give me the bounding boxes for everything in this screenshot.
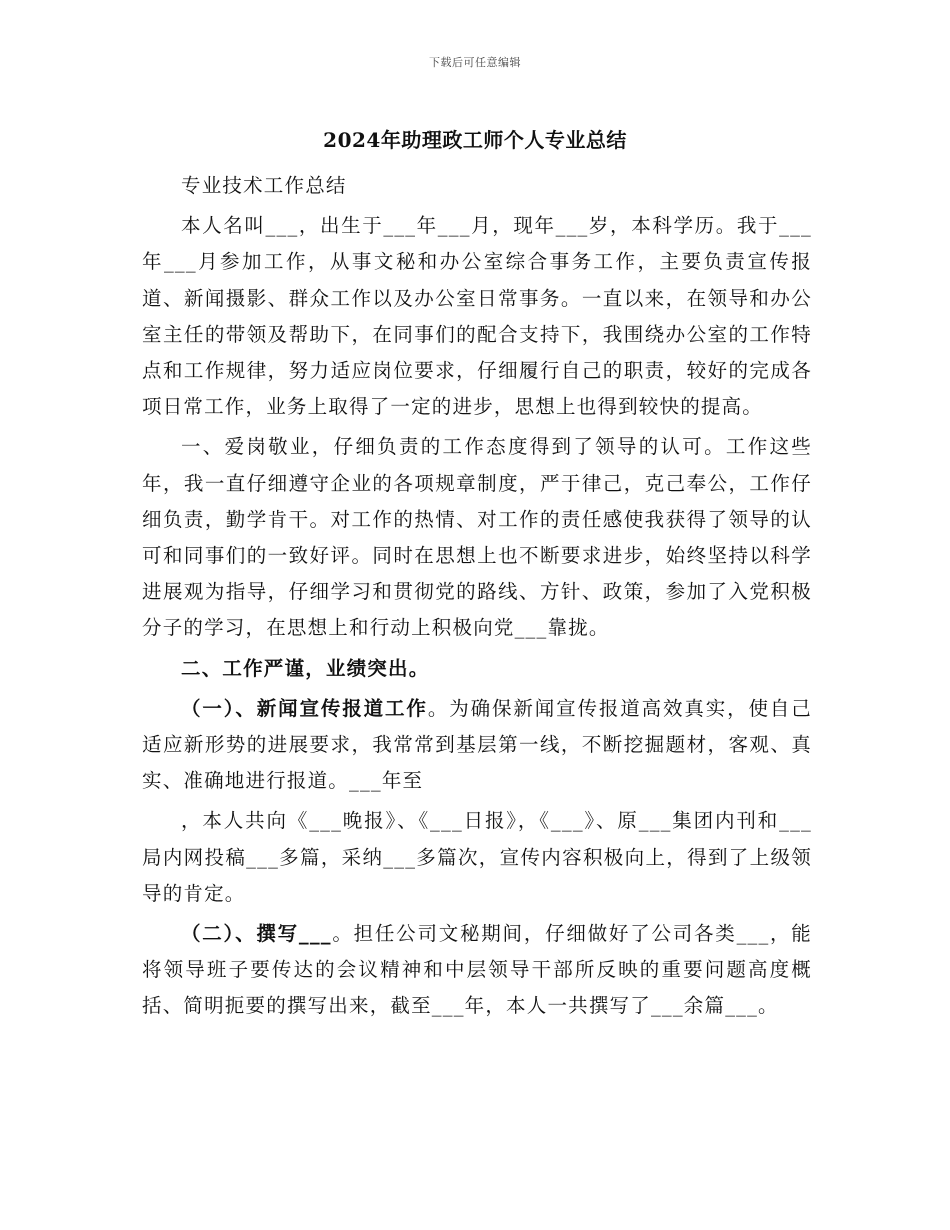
paragraph-5-text: 。为确保新闻宣传报道高效真实，使自己适应新形势的进展要求，我常常到基层第一线，不断挖掘题材，客观、真实、准确地进行报道。___年至 (142, 696, 812, 793)
paragraph-2: 本人名叫___，出生于___年___月，现年___岁，本科学历。我于___年___月参加工作，从事文秘和办公室综合事务工作，主要负责宣传报道、新闻摄影、群众工作以及办公室日常事务。一直以来，在领导和办公室主任的带领及帮助下，在同事们的配合支持下，我围绕办公室的工作特点和工作规律，努力适应岗位要求，仔细履行自己的职责，较好的完成各项日常工作，业务上取得了一定的进步，思想上也得到较快的提高。 (142, 214, 812, 419)
paragraph-3: 一、爱岗敬业，仔细负责的工作态度得到了领导的认可。工作这些年，我一直仔细遵守企业的各项规章制度，严于律己，克己奉公，工作仔细负责，勤学肯干。对工作的热情、对工作的责任感使我获得了领导的认可和同事们的一致好评。同时在思想上也不断要求进步，始终坚持以科学进展观为指导，仔细学习和贯彻党的路线、方针、政策，参加了入党积极分子的学习，在思想上和行动上积极向党___靠拢。 (142, 435, 812, 640)
section-heading-2: 二、工作严谨，业绩突出。 (181, 656, 430, 680)
paragraph-7-text: 。担任公司文秘期间，仔细做好了公司各类___，能将领导班子要传达的会议精神和中层领导干部所反映的重要问题高度概括、简明扼要的撰写出来，截至___年，本人一共撰写了___余篇___。 (142, 922, 812, 1018)
paragraph-6: ，本人共向《___晚报》、《___日报》，《___》、原___集团内刊和___局内网投稿___多篇，采纳___多篇次，宣传内容积极向上，得到了上级领导的肯定。 (142, 809, 812, 905)
subsection-heading-2: （二）、撰写___ (181, 922, 332, 946)
document-body (142, 168, 812, 1025)
paragraph-7 (142, 916, 812, 1025)
paragraph-1: 专业技术工作总结 (181, 174, 347, 197)
header-note: 下载后可任意编辑 (429, 56, 521, 69)
document-title: 2024年助理政工师个人专业总结 (323, 128, 627, 152)
subsection-heading-1: （一）、新闻宣传报道工作 (181, 696, 428, 720)
paragraph-5 (142, 691, 812, 800)
